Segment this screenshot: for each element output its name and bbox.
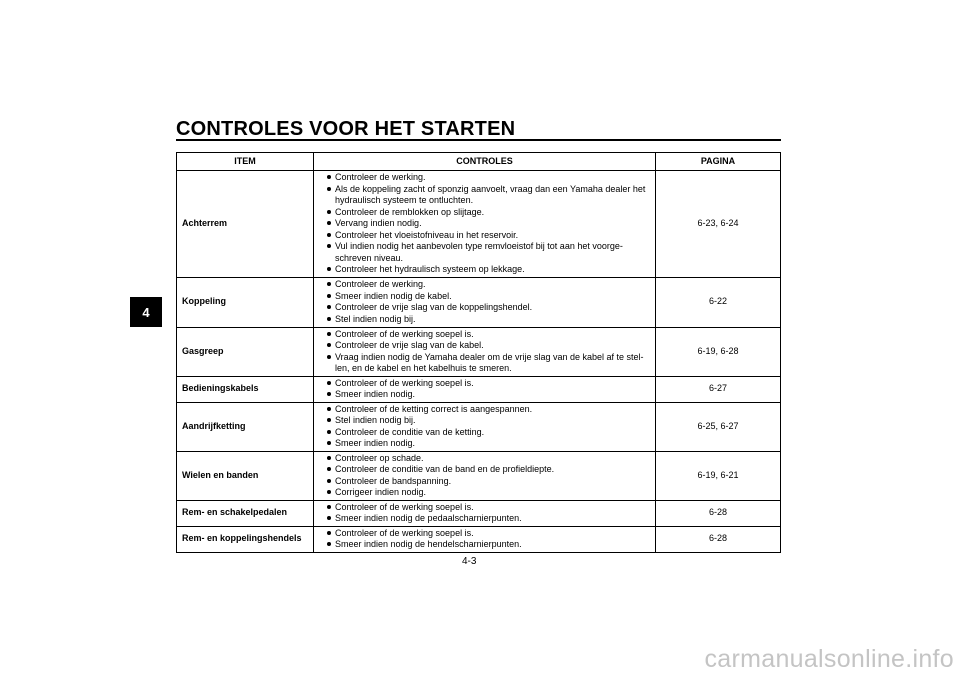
check-item: Controleer of de werking soepel is. xyxy=(326,502,651,514)
item-name: Koppeling xyxy=(177,277,314,327)
header-controles: CONTROLES xyxy=(314,153,656,171)
check-item: Controleer of de werking soepel is. xyxy=(326,528,651,540)
check-item: Controleer of de werking soepel is. xyxy=(326,329,651,341)
check-item: Smeer indien nodig de hendelscharnierpunten. xyxy=(326,539,651,551)
check-item: Controleer of de ketting correct is aangespannen. xyxy=(326,404,651,416)
page-reference: 6-25, 6-27 xyxy=(656,402,781,451)
check-item: Smeer indien nodig. xyxy=(326,438,651,450)
check-item: Controleer de bandspanning. xyxy=(326,476,651,488)
checks-cell xyxy=(314,376,656,402)
check-item: Controleer op schade. xyxy=(326,453,651,465)
item-name: Achterrem xyxy=(177,171,314,278)
check-item: Vul indien nodig het aanbevolen type remvloeistof bij tot aan het voorge-schreven niveau. xyxy=(326,241,651,264)
page-reference: 6-19, 6-28 xyxy=(656,327,781,376)
item-name: Bedieningskabels xyxy=(177,376,314,402)
checks-cell xyxy=(314,500,656,526)
page-reference: 6-22 xyxy=(656,277,781,327)
check-item: Smeer indien nodig de kabel. xyxy=(326,291,651,303)
check-item: Controleer het hydraulisch systeem op lekkage. xyxy=(326,264,651,276)
check-item: Vervang indien nodig. xyxy=(326,218,651,230)
table-row xyxy=(177,526,781,552)
item-name: Gasgreep xyxy=(177,327,314,376)
check-item: Als de koppeling zacht of sponzig aanvoelt, vraag dan een Yamaha dealer het hydraulisch systeem te ontluchten. xyxy=(326,184,651,207)
check-item: Controleer de vrije slag van de koppelingshendel. xyxy=(326,302,651,314)
checks-cell xyxy=(314,171,656,278)
check-item: Controleer de remblokken op slijtage. xyxy=(326,207,651,219)
check-item: Stel indien nodig bij. xyxy=(326,415,651,427)
item-name: Aandrijfketting xyxy=(177,402,314,451)
watermark: carmanualsonline.info xyxy=(704,645,954,673)
page-reference: 6-28 xyxy=(656,526,781,552)
table-row xyxy=(177,171,781,278)
check-item: Smeer indien nodig. xyxy=(326,389,651,401)
page-title: CONTROLES VOOR HET STARTEN xyxy=(176,118,516,140)
page-reference: 6-19, 6-21 xyxy=(656,451,781,500)
check-item: Controleer de conditie van de ketting. xyxy=(326,427,651,439)
check-item: Controleer de vrije slag van de kabel. xyxy=(326,340,651,352)
check-item: Controleer de werking. xyxy=(326,279,651,291)
checks-cell xyxy=(314,327,656,376)
header-pagina: PAGINA xyxy=(656,153,781,171)
checks-list xyxy=(326,378,651,401)
chapter-tab: 4 xyxy=(130,297,162,327)
page-reference: 6-27 xyxy=(656,376,781,402)
checks-list xyxy=(326,172,651,276)
checks-cell xyxy=(314,277,656,327)
title-underline xyxy=(176,139,781,141)
page-number: 4-3 xyxy=(462,556,477,567)
header-item: ITEM xyxy=(177,153,314,171)
page-reference: 6-28 xyxy=(656,500,781,526)
item-name: Rem- en koppelingshendels xyxy=(177,526,314,552)
checks-list xyxy=(326,453,651,499)
checks-list xyxy=(326,279,651,325)
table-header-row xyxy=(177,153,781,171)
check-item: Controleer de werking. xyxy=(326,172,651,184)
checks-list xyxy=(326,329,651,375)
check-item: Corrigeer indien nodig. xyxy=(326,487,651,499)
check-item: Stel indien nodig bij. xyxy=(326,314,651,326)
table-row xyxy=(177,376,781,402)
check-item: Controleer het vloeistofniveau in het reservoir. xyxy=(326,230,651,242)
table-row xyxy=(177,451,781,500)
table-body xyxy=(177,171,781,553)
check-item: Smeer indien nodig de pedaalscharnierpunten. xyxy=(326,513,651,525)
page-reference: 6-23, 6-24 xyxy=(656,171,781,278)
table-row xyxy=(177,500,781,526)
check-item: Controleer of de werking soepel is. xyxy=(326,378,651,390)
checks-cell xyxy=(314,526,656,552)
check-item: Vraag indien nodig de Yamaha dealer om de vrije slag van de kabel af te stel-len, en de kabel en het kabelhuis te smeren. xyxy=(326,352,651,375)
checks-cell xyxy=(314,451,656,500)
table-row xyxy=(177,277,781,327)
checklist-table xyxy=(176,152,781,553)
checks-list xyxy=(326,502,651,525)
checks-cell xyxy=(314,402,656,451)
item-name: Wielen en banden xyxy=(177,451,314,500)
checks-list xyxy=(326,528,651,551)
table-row xyxy=(177,402,781,451)
checks-list xyxy=(326,404,651,450)
table-row xyxy=(177,327,781,376)
item-name: Rem- en schakelpedalen xyxy=(177,500,314,526)
check-item: Controleer de conditie van de band en de profieldiepte. xyxy=(326,464,651,476)
